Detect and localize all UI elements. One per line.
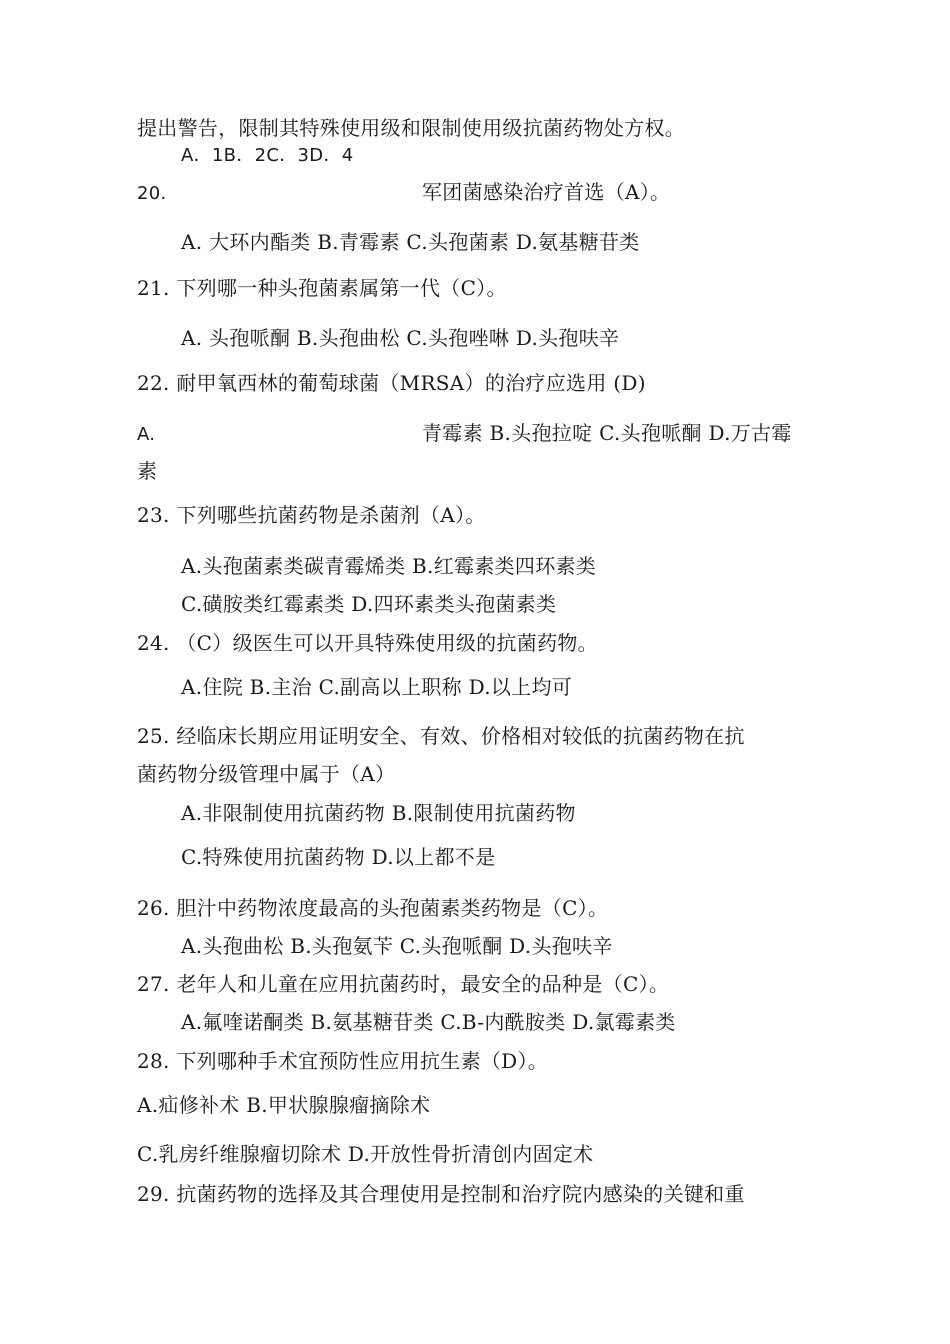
question-21-stem: 21. 下列哪一种头孢菌素属第一代（C）。	[137, 276, 507, 300]
question-28-stem: 28. 下列哪种手术宜预防性应用抗生素（D）。	[137, 1049, 549, 1073]
question-21-options: A. 头孢哌酮 B.头孢曲松 C.头孢唑啉 D.头孢呋辛	[181, 326, 620, 350]
question-20-options: A. 大环内酯类 B.青霉素 C.头孢菌素 D.氨基糖苷类	[181, 230, 640, 254]
question-29-stem: 29. 抗菌药物的选择及其合理使用是控制和治疗院内感染的关键和重	[137, 1182, 745, 1206]
question-27-options: A.氟喹诺酮类 B.氨基糖苷类 C.B-内酰胺类 D.氯霉素类	[181, 1010, 676, 1034]
question-28-options-line1: A.疝修补术 B.甲状腺腺瘤摘除术	[137, 1093, 431, 1117]
question-26-stem: 26. 胆汁中药物浓度最高的头孢菌素类药物是（C）。	[137, 896, 609, 920]
question-25-stem-line2: 菌药物分级管理中属于（A）	[137, 762, 396, 786]
question-24-stem: 24. （C）级医生可以开具特殊使用级的抗菌药物。	[137, 631, 598, 655]
question-22-options: 青霉素 B.头孢拉啶 C.头孢哌酮 D.万古霉	[422, 421, 792, 445]
question-27-stem: 27. 老年人和儿童在应用抗菌药时，最安全的品种是（C）。	[137, 972, 670, 996]
continuation-options: A．1B．2C．3D．4	[181, 145, 354, 166]
question-23-options-line2: C.磺胺类红霉素类 D.四环素类头孢菌素类	[181, 592, 557, 616]
question-28-options-line2: C.乳房纤维腺瘤切除术 D.开放性骨折清创内固定术	[137, 1142, 594, 1166]
question-24-options: A.住院 B.主治 C.副高以上职称 D.以上均可	[181, 675, 573, 699]
question-25-options-line1: A.非限制使用抗菌药物 B.限制使用抗菌药物	[181, 801, 576, 825]
question-22-options-wrap: 素	[137, 459, 158, 483]
question-20-number: 20.	[137, 183, 167, 204]
question-26-options: A.头孢曲松 B.头孢氨苄 C.头孢哌酮 D.头孢呋辛	[181, 934, 613, 958]
question-25-options-line2: C.特殊使用抗菌药物 D.以上都不是	[181, 845, 496, 869]
question-25-stem-line1: 25. 经临床长期应用证明安全、有效、价格相对较低的抗菌药物在抗	[137, 724, 745, 748]
question-23-stem: 23. 下列哪些抗菌药物是杀菌剂（A）。	[137, 503, 486, 527]
question-22-option-letter: A.	[137, 424, 156, 445]
question-20-stem: 军团菌感染治疗首选（A）。	[422, 180, 671, 204]
continuation-text: 提出警告，限制其特殊使用级和限制使用级抗菌药物处方权。	[137, 116, 686, 140]
question-22-stem: 22. 耐甲氧西林的葡萄球菌（MRSA）的治疗应选用 (D)	[137, 371, 646, 395]
question-23-options-line1: A.头孢菌素类碳青霉烯类 B.红霉素类四环素类	[181, 554, 597, 578]
